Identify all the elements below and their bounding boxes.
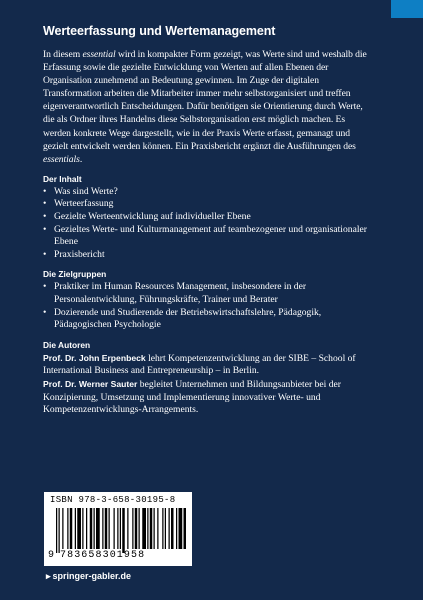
barcode-bar (105, 508, 108, 549)
barcode-bar (59, 508, 60, 553)
barcode-bar (96, 508, 100, 549)
inhalt-list (43, 186, 373, 262)
barcode-bar (120, 508, 121, 549)
barcode-bar (102, 508, 103, 549)
barcode-bar (132, 508, 133, 549)
inhalt-heading: Der Inhalt (43, 173, 82, 184)
barcode-bar (150, 508, 153, 549)
zielgruppen-list (43, 281, 373, 331)
author-erpenbeck: Prof. Dr. John Erpenbeck lehrt Kompetenzentwicklung an der SIBE – School of International Business and Entrepreneurship – in Berlin. (43, 352, 356, 377)
barcode-bar (67, 508, 68, 549)
barcode-bar (127, 508, 128, 549)
barcode-bar (109, 508, 110, 549)
isbn-barcode: ISBN 978-3-658-30195-8 9 783658301958 (44, 492, 192, 566)
barcode-bar (114, 508, 115, 549)
barcode-bar (135, 508, 138, 549)
barcode-bar (169, 508, 170, 549)
barcode-bar (94, 508, 95, 549)
list-item: • Was sind Werte? (43, 186, 373, 199)
barcode-bar (86, 508, 87, 549)
autoren-heading: Die Autoren (43, 339, 91, 350)
barcode-bar (171, 508, 174, 549)
list-item: • Gezieltes Werte- und Kulturmanagement auf teambezogener und organisationaler Ebene (43, 224, 373, 249)
publisher-url: springer-gabler.de (52, 571, 132, 581)
barcode-bar (122, 508, 125, 553)
isbn-number: ISBN 978-3-658-30195-8 (50, 495, 176, 505)
barcode-bar (165, 508, 166, 549)
barcode-bar (147, 508, 148, 549)
barcode-bar (154, 508, 155, 549)
barcode-bar (179, 508, 183, 549)
barcode-bar (184, 508, 187, 549)
author-sauter: Prof. Dr. Werner Sauter begleitet Unternehmen und Bildungsanbieter bei der Konzipierung, Umsetzung und Implementierung innovativer Werte- und Kompetenzentwicklungs-Arrangements. (43, 378, 341, 416)
zielgruppen-heading: Die Zielgruppen (43, 269, 107, 280)
accent-bar (391, 0, 423, 18)
list-item: • Gezielte Werteentwicklung auf individueller Ebene (43, 211, 373, 224)
barcode-bar (157, 508, 158, 549)
barcode-bar (139, 508, 140, 549)
list-item: • Dozierende und Studierende der Betriebswirtschaftslehre, Pädagogik, Pädagogischen Psychologie (43, 307, 373, 332)
arrow-icon: ▸ (46, 571, 51, 581)
barcode-bar (70, 508, 73, 549)
book-title: Werteerfassung und Wertemanagement (43, 24, 276, 38)
list-item: • Praxisbericht (43, 249, 373, 262)
barcode-bar (176, 508, 177, 549)
barcode-bar (90, 508, 93, 549)
barcode-bar (77, 508, 81, 549)
back-cover-text (43, 24, 373, 417)
barcode-bar (56, 508, 57, 553)
barcode-bar (162, 508, 163, 549)
barcode-bar (62, 508, 63, 549)
intro-paragraph: In diesem essential wird in kompakter Form gezeigt, was Werte sind und weshalb die Erfassung sowie die gezielte Entwicklung von Werten auf allen Ebenen der Organisation zunehmend an Bedeutung gewinnen. Im Zuge der digitalen Transformation arbeiten die Mitarbeiter immer mehr selbstorganisiert und treffen eigenverantwortlich Entscheidungen. Dafür benötigen sie Orientierung durch Werte, die als Ordner ihres Handelns diese Selbstorganisation erst möglich machen. Es werden konkrete Wege dargestellt, wie in der Praxis Werte erfasst, gemanagt und gezielt entwickelt werden können. Ein Praxisbericht ergänzt die Ausführungen des essentials. (43, 49, 367, 165)
barcode-bar (117, 508, 118, 549)
barcode-bar (75, 508, 76, 549)
barcode-bar (142, 508, 146, 549)
barcode-bar (82, 508, 83, 549)
list-item: • Werteerfassung (43, 198, 373, 211)
list-item: • Praktiker im Human Resources Management, insbesondere in der Personalentwicklung, Führungskräfte, Trainer und Berater (43, 281, 373, 306)
publisher-link[interactable] (46, 571, 131, 582)
